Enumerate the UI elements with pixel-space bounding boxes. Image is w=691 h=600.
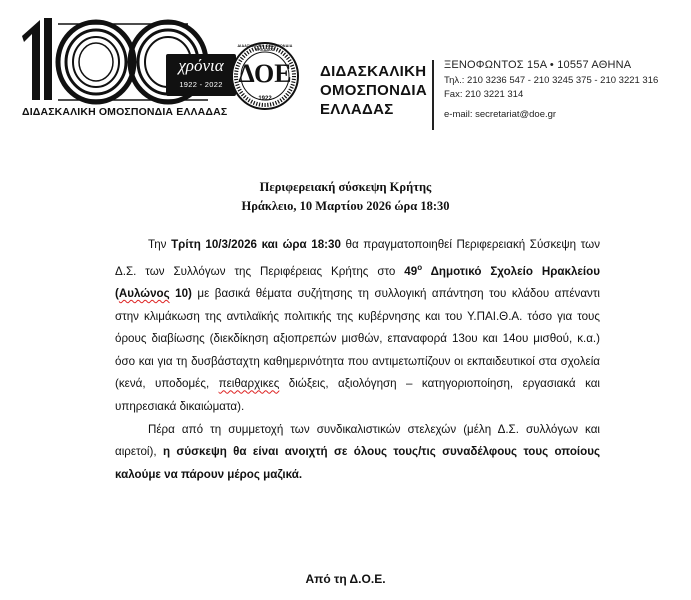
doe-seal (230, 41, 300, 111)
contact-block (444, 58, 658, 122)
years-badge (166, 54, 236, 96)
p1-text-3: με βασικά θέματα συζήτησης τη συλλογική απάντηση του κλάδου απέναντι στην κλιμάκωση της αντιλαϊκής πολιτικής της κυβέρνησης και του Υ.ΠΑΙ.Θ.Α. τόσο για τους όρους διαβίωσης (διεκδίκηση αξιοπρεπών μισθών, επαναφορά 13ου και 14ου μισθού, κ.α.) όσο και για τη δυσβάσταχτη καθημερινότητα που αντιμετωπίζουν οι εκπαιδευτικοί στα σχολεία (κενά, υποδομές, (115, 287, 600, 391)
paragraph-2 (115, 419, 600, 487)
p1-text-2: θα πραγματοποιηθεί Περιφερειακή Σύσκεψη των Δ.Σ. των Συλλόγων της Περιφέρειας Κρήτης στο (115, 238, 600, 278)
org-name-line-3: ΕΛΛΑΔΑΣ (320, 101, 394, 118)
signature: Από τη Δ.Ο.Ε. (305, 572, 386, 586)
seal-year: 1922 (258, 96, 272, 102)
p1-text-4: διώξεις, αξιολόγηση – κατηγοριοποίηση, εργασιακά και υπηρεσιακά δικαιώματα). (115, 377, 601, 414)
letterhead (0, 0, 691, 150)
p2-invitation: η σύσκεψη θα είναι ανοιχτή σε όλους τους/τις συναδέλφους τους οποίους καλούμε να πάρουν μέρος μαζικά. (115, 445, 600, 481)
p1-text-1: Την (148, 238, 172, 251)
email-address: e-mail: secretariat@doe.gr (444, 109, 557, 120)
document-subtitle: Ηράκλειο, 10 Μαρτίου 2026 ώρα 18:30 (241, 199, 450, 213)
org-name-line-2: ΟΜΟΣΠΟΝΔΙΑ (320, 82, 427, 99)
p1-school-ordinal: ο (417, 262, 423, 272)
organization-name (320, 62, 427, 119)
p2-text-1: Πέρα από τη συμμετοχή των συνδικαλιστικών στελεχών (μέλη Δ.Σ. συλλόγων και αιρετοί), (115, 422, 600, 459)
paragraph-1 (115, 234, 600, 419)
logo-caption: ΔΙΔΑΣΚΑΛΙΚΗ ΟΜΟΣΠΟΝΔΙΑ ΕΛΛΑΔΑΣ (22, 106, 228, 118)
p1-school-number: 49 (404, 264, 418, 278)
address: ΞΕΝΟΦΩΝΤΟΣ 15Α • 10557 ΑΘΗΝΑ (444, 59, 632, 71)
seal-ring-text: ΔΙΔΑΣΚΑΛΙΚΗ ΟΜΟΣΠΟΝΔΙΑ ΕΛΛΑΔΟΣ (237, 44, 293, 52)
fax-number: Fax: 210 3221 314 (444, 89, 524, 100)
p1-street: Αυλώνος (118, 287, 170, 301)
p1-date-time: Τρίτη 10/3/2026 και ώρα 18:30 (171, 238, 341, 251)
phone-numbers: Τηλ.: 210 3236 547 - 210 3245 375 - 210 3221 316 (444, 75, 659, 86)
seal-center-text: ΔΟΕ (238, 59, 292, 88)
org-name-line-1: ΔΙΔΑΣΚΑΛΙΚΗ (320, 63, 427, 80)
p1-misspelled-word: πειθαρχικες (218, 377, 280, 391)
document-heading (0, 178, 691, 216)
p1-street-number: 10) (169, 287, 192, 301)
document-body (115, 234, 600, 486)
p1-school-name: Δημοτικό Σχολείο Ηρακλείου ( (115, 264, 600, 301)
badge-years: 1922 - 2022 (179, 80, 223, 89)
document-title: Περιφερειακή σύσκεψη Κρήτης (259, 180, 432, 194)
badge-text: χρόνια (178, 56, 224, 75)
doe-100-years-logo (18, 14, 303, 126)
header-divider (432, 60, 434, 130)
